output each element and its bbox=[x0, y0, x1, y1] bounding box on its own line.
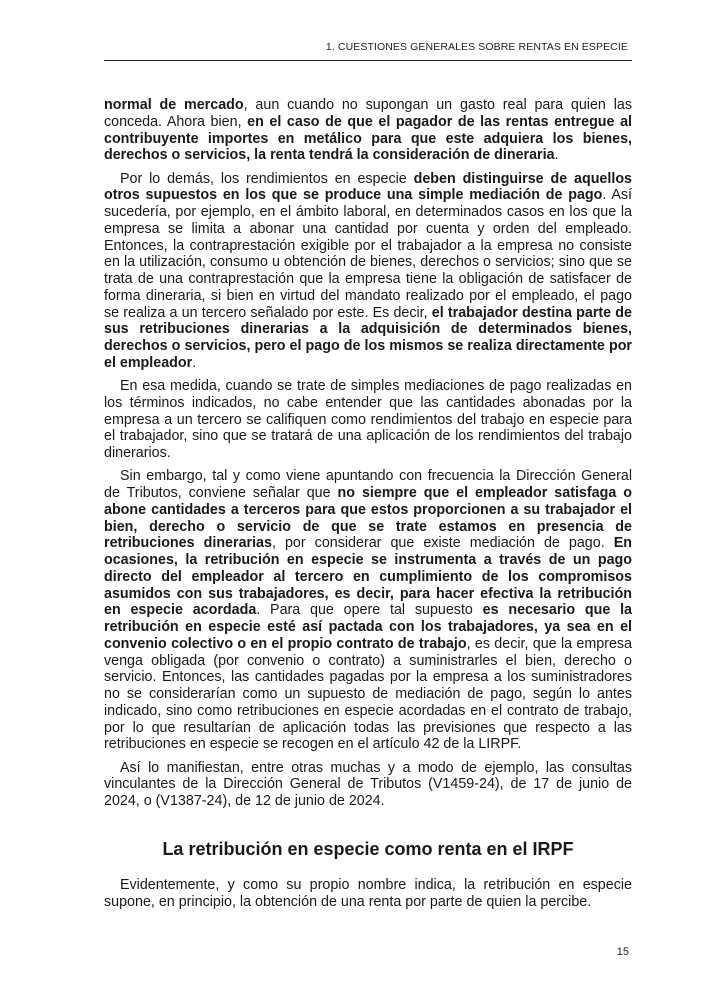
bold-phrase: es necesario que la retribución en especie esté así pactada con los trabajadores, ya sea en el convenio colectivo o en el propio contrato de trabajo bbox=[104, 602, 632, 652]
body-text bbox=[104, 97, 632, 917]
paragraph-5 bbox=[104, 760, 632, 810]
paragraph-2 bbox=[104, 171, 632, 372]
bold-phrase: normal de mercado bbox=[104, 97, 244, 113]
paragraph-1 bbox=[104, 97, 632, 164]
paragraph-6 bbox=[104, 877, 632, 911]
text-run: . bbox=[554, 147, 559, 164]
running-header: 1. CUESTIONES GENERALES SOBRE RENTAS EN ESPECIE bbox=[325, 41, 628, 53]
bold-phrase: no siempre que el empleador satisfaga o abone cantidades a terceros para que estos proporcionen a su trabajador el bien, derecho o servicio de que se trate estamos en presencia de retribuciones dinerarias bbox=[104, 485, 632, 552]
bold-phrase: el trabajador destina parte de sus retribuciones dinerarias a la adquisición de determinados bienes, derechos o servicios, pero el pago de los mismos se realiza directamente por el empleador bbox=[104, 304, 632, 371]
text-run: Evidentemente, y como su propio nombre indica, la retribución en especie supone, en principio, la obtención de una renta por parte de quien la percibe. bbox=[104, 876, 632, 910]
text-run: . Así sucedería, por ejemplo, en el ámbito laboral, en determinados casos en los que la empresa se limita a abonar una cantidad por cuenta y orden del empleado. Entonces, la contraprestación exigible por el trabajador a la empresa no consiste en la utilización, consumo u obtención de bienes, derechos o servicios; sino que se trata de una contraprestación que la empresa tiene la obligación de satisfacer de forma dineraria, si bien en virtud del mandato realizado por el empleado, el pago se realiza a un tercero señalado por este. Es decir, bbox=[104, 187, 632, 321]
text-run: Sin embargo, tal y como viene apuntando con frecuencia la Dirección General de Tributos, conviene señalar que bbox=[104, 468, 632, 501]
section-heading: La retribución en especie como renta en el IRPF bbox=[162, 838, 574, 859]
text-run: , por considerar que existe mediación de pago. bbox=[271, 535, 614, 552]
paragraph-4 bbox=[104, 468, 632, 753]
header-rule bbox=[104, 60, 632, 61]
text-run: . Para que opere tal supuesto bbox=[256, 602, 483, 619]
page-number: 15 bbox=[616, 946, 629, 958]
paragraph-3 bbox=[104, 378, 632, 462]
bold-phrase: en el caso de que el pagador de las rentas entregue al contribuyente importes en metálico para que este adquiera los bienes, derechos o servicios, la renta tendrá la consideración de dineraria bbox=[104, 113, 632, 164]
text-run: . bbox=[192, 354, 197, 371]
text-run: En esa medida, cuando se trate de simples mediaciones de pago realizadas en los términos indicados, no cabe entender que las cantidades abonadas por la empresa a un tercero se califiquen como rendimientos del trabajo en especie para el trabajador, sino que se tratará de una aplicación de los rendimientos del trabajo dinerarios. bbox=[104, 378, 632, 461]
text-run: , aun cuando no supongan un gasto real para quien las conceda. Ahora bien, bbox=[104, 97, 632, 130]
bold-phrase: deben distinguirse de aquellos otros supuestos en los que se produce una simple mediación de pago bbox=[104, 170, 633, 204]
text-run: Por lo demás, los rendimientos en especie bbox=[120, 170, 414, 187]
text-run: Así lo manifiestan, entre otras muchas y a modo de ejemplo, las consultas vinculantes de la Dirección General de Tributos (V1459-24), de 17 de junio de 2024, o (V1387-24), de 12 de junio de 2024. bbox=[104, 759, 632, 809]
bold-phrase: En ocasiones, la retribución en especie se instrumenta a través de un pago directo del empleador al tercero en cumplimiento de los compromisos asumidos con sus trabajadores, es decir, para hacer efectiva la retribución en especie acordada bbox=[104, 535, 632, 619]
text-run: , es decir, que la empresa venga obligada (por convenio o contrato) a suministrarles el bien, derecho o servicio. Entonces, las cantidades pagadas por la empresa a los suministradores no se considerarían como un supuesto de mediación de pago, según lo antes indicado, sino como retribuciones en especie acordadas en el contrato de trabajo, por lo que resultarían de aplicación todas las previsiones que respecto a las retribuciones en especie se recogen en el artículo 42 de la LIRPF. bbox=[104, 635, 633, 753]
